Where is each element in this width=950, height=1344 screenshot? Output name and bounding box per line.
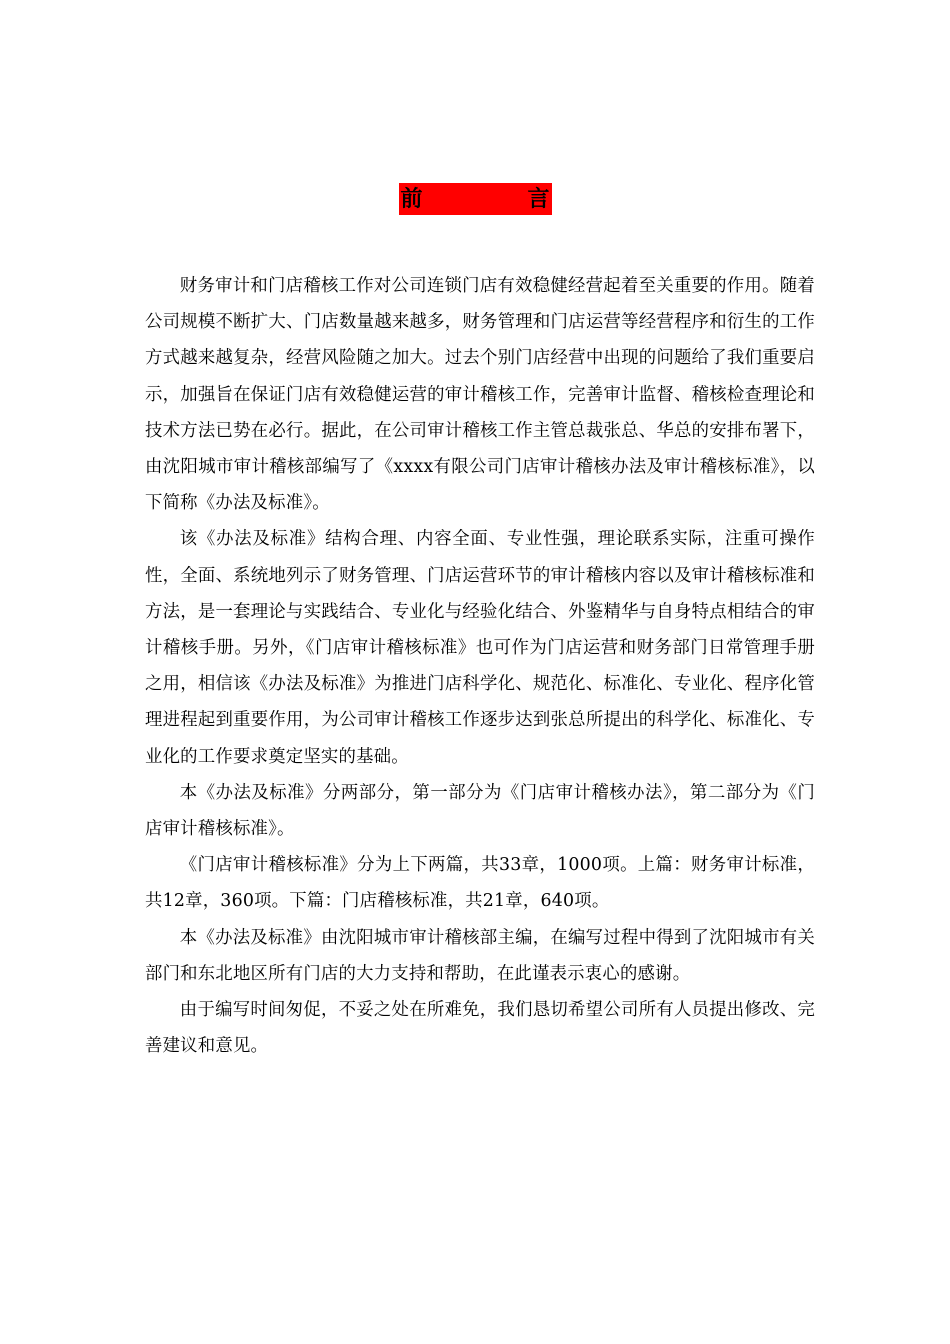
title-char-1: 前 [400,186,423,212]
paragraph-structure: 该《办法及标准》结构合理、内容全面、专业性强，理论联系实际，注重可操作性，全面、系统地列示了财务管理、门店运营环节的审计稽核内容以及审计稽核标准和方法，是一套理论与实践结合、专业化与经验化结合、外鉴精华与自身特点相结合的审计稽核手册。另外，《门店审计稽核标准》也可作为门店运营和财务部门日常管理手册之用，相信该《办法及标准》为推进门店科学化、规范化、标准化、专业化、程序化管理进程起到重要作用，为公司审计稽核工作逐步达到张总所提出的科学化、标准化、专业化的工作要求奠定坚实的基础。 [145,529,815,767]
document-body [145,268,815,1064]
paragraph-closing: 由于编写时间匆促，不妥之处在所难免，我们恳切希望公司所有人员提出修改、完善建议和意见。 [145,1000,815,1057]
paragraph-parts: 本《办法及标准》分两部分，第一部分为《门店审计稽核办法》，第二部分为《门店审计稽核标准》。 [145,782,815,840]
title-container [0,183,950,219]
paragraph-thanks: 本《办法及标准》由沈阳城市审计稽核部主编，在编写过程中得到了沈阳城市有关部门和东北地区所有门店的大力支持和帮助，在此谨表示衷心的感谢。 [145,927,815,984]
page-title [399,183,552,215]
paragraph-chapters: 《门店审计稽核标准》分为上下两篇，共33章，1000项。上篇：财务审计标准，共12章，360项。下篇：门店稽核标准，共21章，640项。 [145,855,815,912]
paragraph-intro: 财务审计和门店稽核工作对公司连锁门店有效稳健经营起着至关重要的作用。随着公司规模不断扩大、门店数量越来越多，财务管理和门店运营等经营程序和衍生的工作方式越来越复杂，经营风险随之加大。过去个别门店经营中出现的问题给了我们重要启示，加强旨在保证门店有效稳健运营的审计稽核工作，完善审计监督、稽核检查理论和技术方法已势在必行。据此，在公司审计稽核工作主管总裁张总、华总的安排布署下，由沈阳城市审计稽核部编写了《xxxx有限公司门店审计稽核办法及审计稽核标准》，以下简称《办法及标准》。 [145,276,815,514]
title-char-2: 言 [527,186,550,212]
